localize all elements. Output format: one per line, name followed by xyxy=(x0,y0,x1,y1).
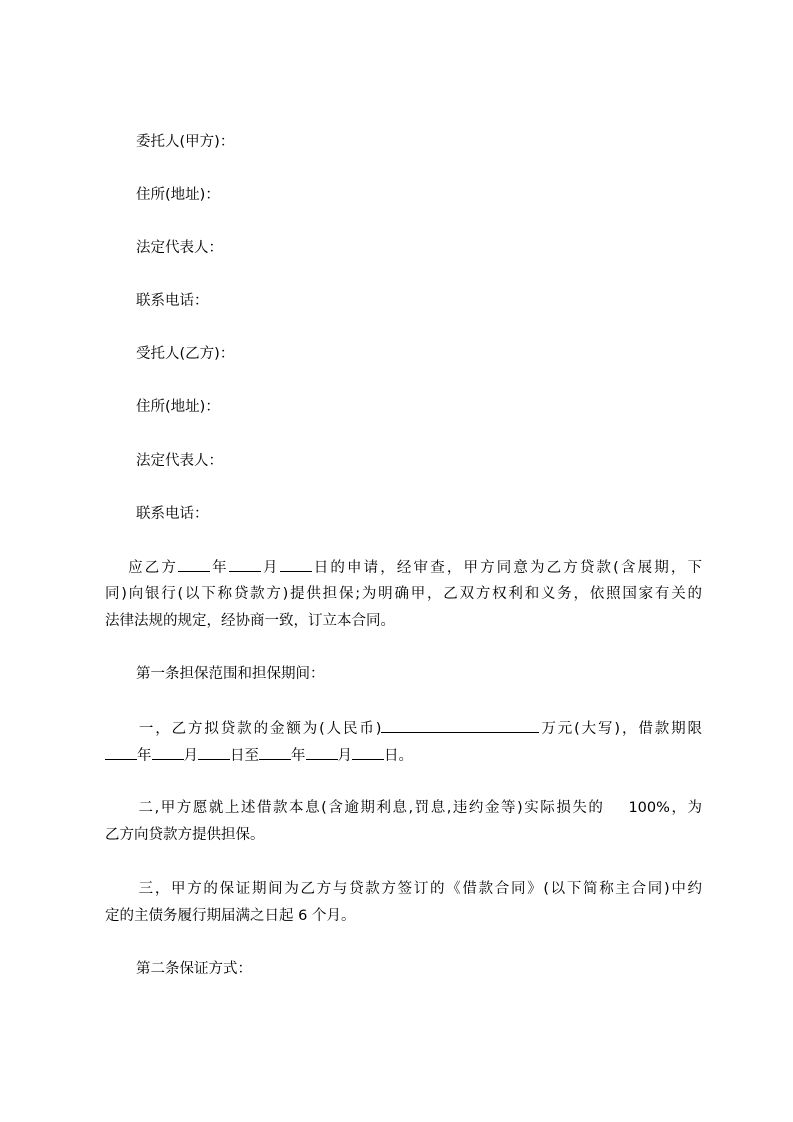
blank-start-day[interactable] xyxy=(198,745,230,760)
blank-start-year[interactable] xyxy=(105,745,137,760)
preamble-line-3: 法律法规的规定，经协商一致，订立本合同。 xyxy=(105,613,395,629)
client-representative-label: 法定代表人： xyxy=(136,240,223,256)
trustee-representative-label: 法定代表人： xyxy=(136,453,223,469)
client-address-label: 住所(地址)： xyxy=(136,187,220,203)
article-1-heading: 第一条担保范围和担保期间： xyxy=(136,666,325,682)
trustee-phone-label: 联系电话： xyxy=(136,506,209,522)
article-1-clause-2-line-2: 乙方向贷款方提供担保。 xyxy=(105,827,265,843)
article-1-clause-1-line-1: 一，乙方拟贷款的金额为(人民币) 万元(大写)，借款期限 xyxy=(105,718,702,739)
blank-month[interactable] xyxy=(229,557,261,572)
blank-end-year[interactable] xyxy=(259,745,291,760)
article-1-clause-3-line-2: 定的主债务履行期届满之日起 6 个月。 xyxy=(105,908,356,924)
trustee-address-label: 住所(地址)： xyxy=(136,399,220,415)
article-1-clause-3-line-1: 三，甲方的保证期间为乙方与贷款方签订的《借款合同》(以下简称主合同)中约 xyxy=(137,881,702,897)
blank-day[interactable] xyxy=(280,557,312,572)
trustee-label: 受托人(乙方)： xyxy=(136,346,235,362)
client-phone-label: 联系电话： xyxy=(136,293,209,309)
blank-end-day[interactable] xyxy=(352,745,384,760)
client-label: 委托人(甲方)： xyxy=(136,134,235,150)
article-2-heading: 第二条保证方式： xyxy=(136,961,252,977)
preamble-line-1: 应乙方 年 月 日的申请，经审查，甲方同意为乙方贷款(含展期，下 xyxy=(105,557,702,578)
preamble-line-2: 同)向银行(以下称贷款方)提供担保;为明确甲，乙双方权利和义务，依照国家有关的 xyxy=(105,586,702,602)
blank-loan-amount[interactable] xyxy=(381,718,539,733)
blank-start-month[interactable] xyxy=(152,745,184,760)
article-1-clause-1-line-2: 年 月 日至 年 月 日。 xyxy=(105,745,702,766)
blank-end-month[interactable] xyxy=(306,745,338,760)
blank-year[interactable] xyxy=(178,557,210,572)
article-1-clause-2-line-1: 二,甲方愿就上述借款本息(含逾期利息,罚息,违约金等)实际损失的 100%，为 xyxy=(137,800,703,816)
